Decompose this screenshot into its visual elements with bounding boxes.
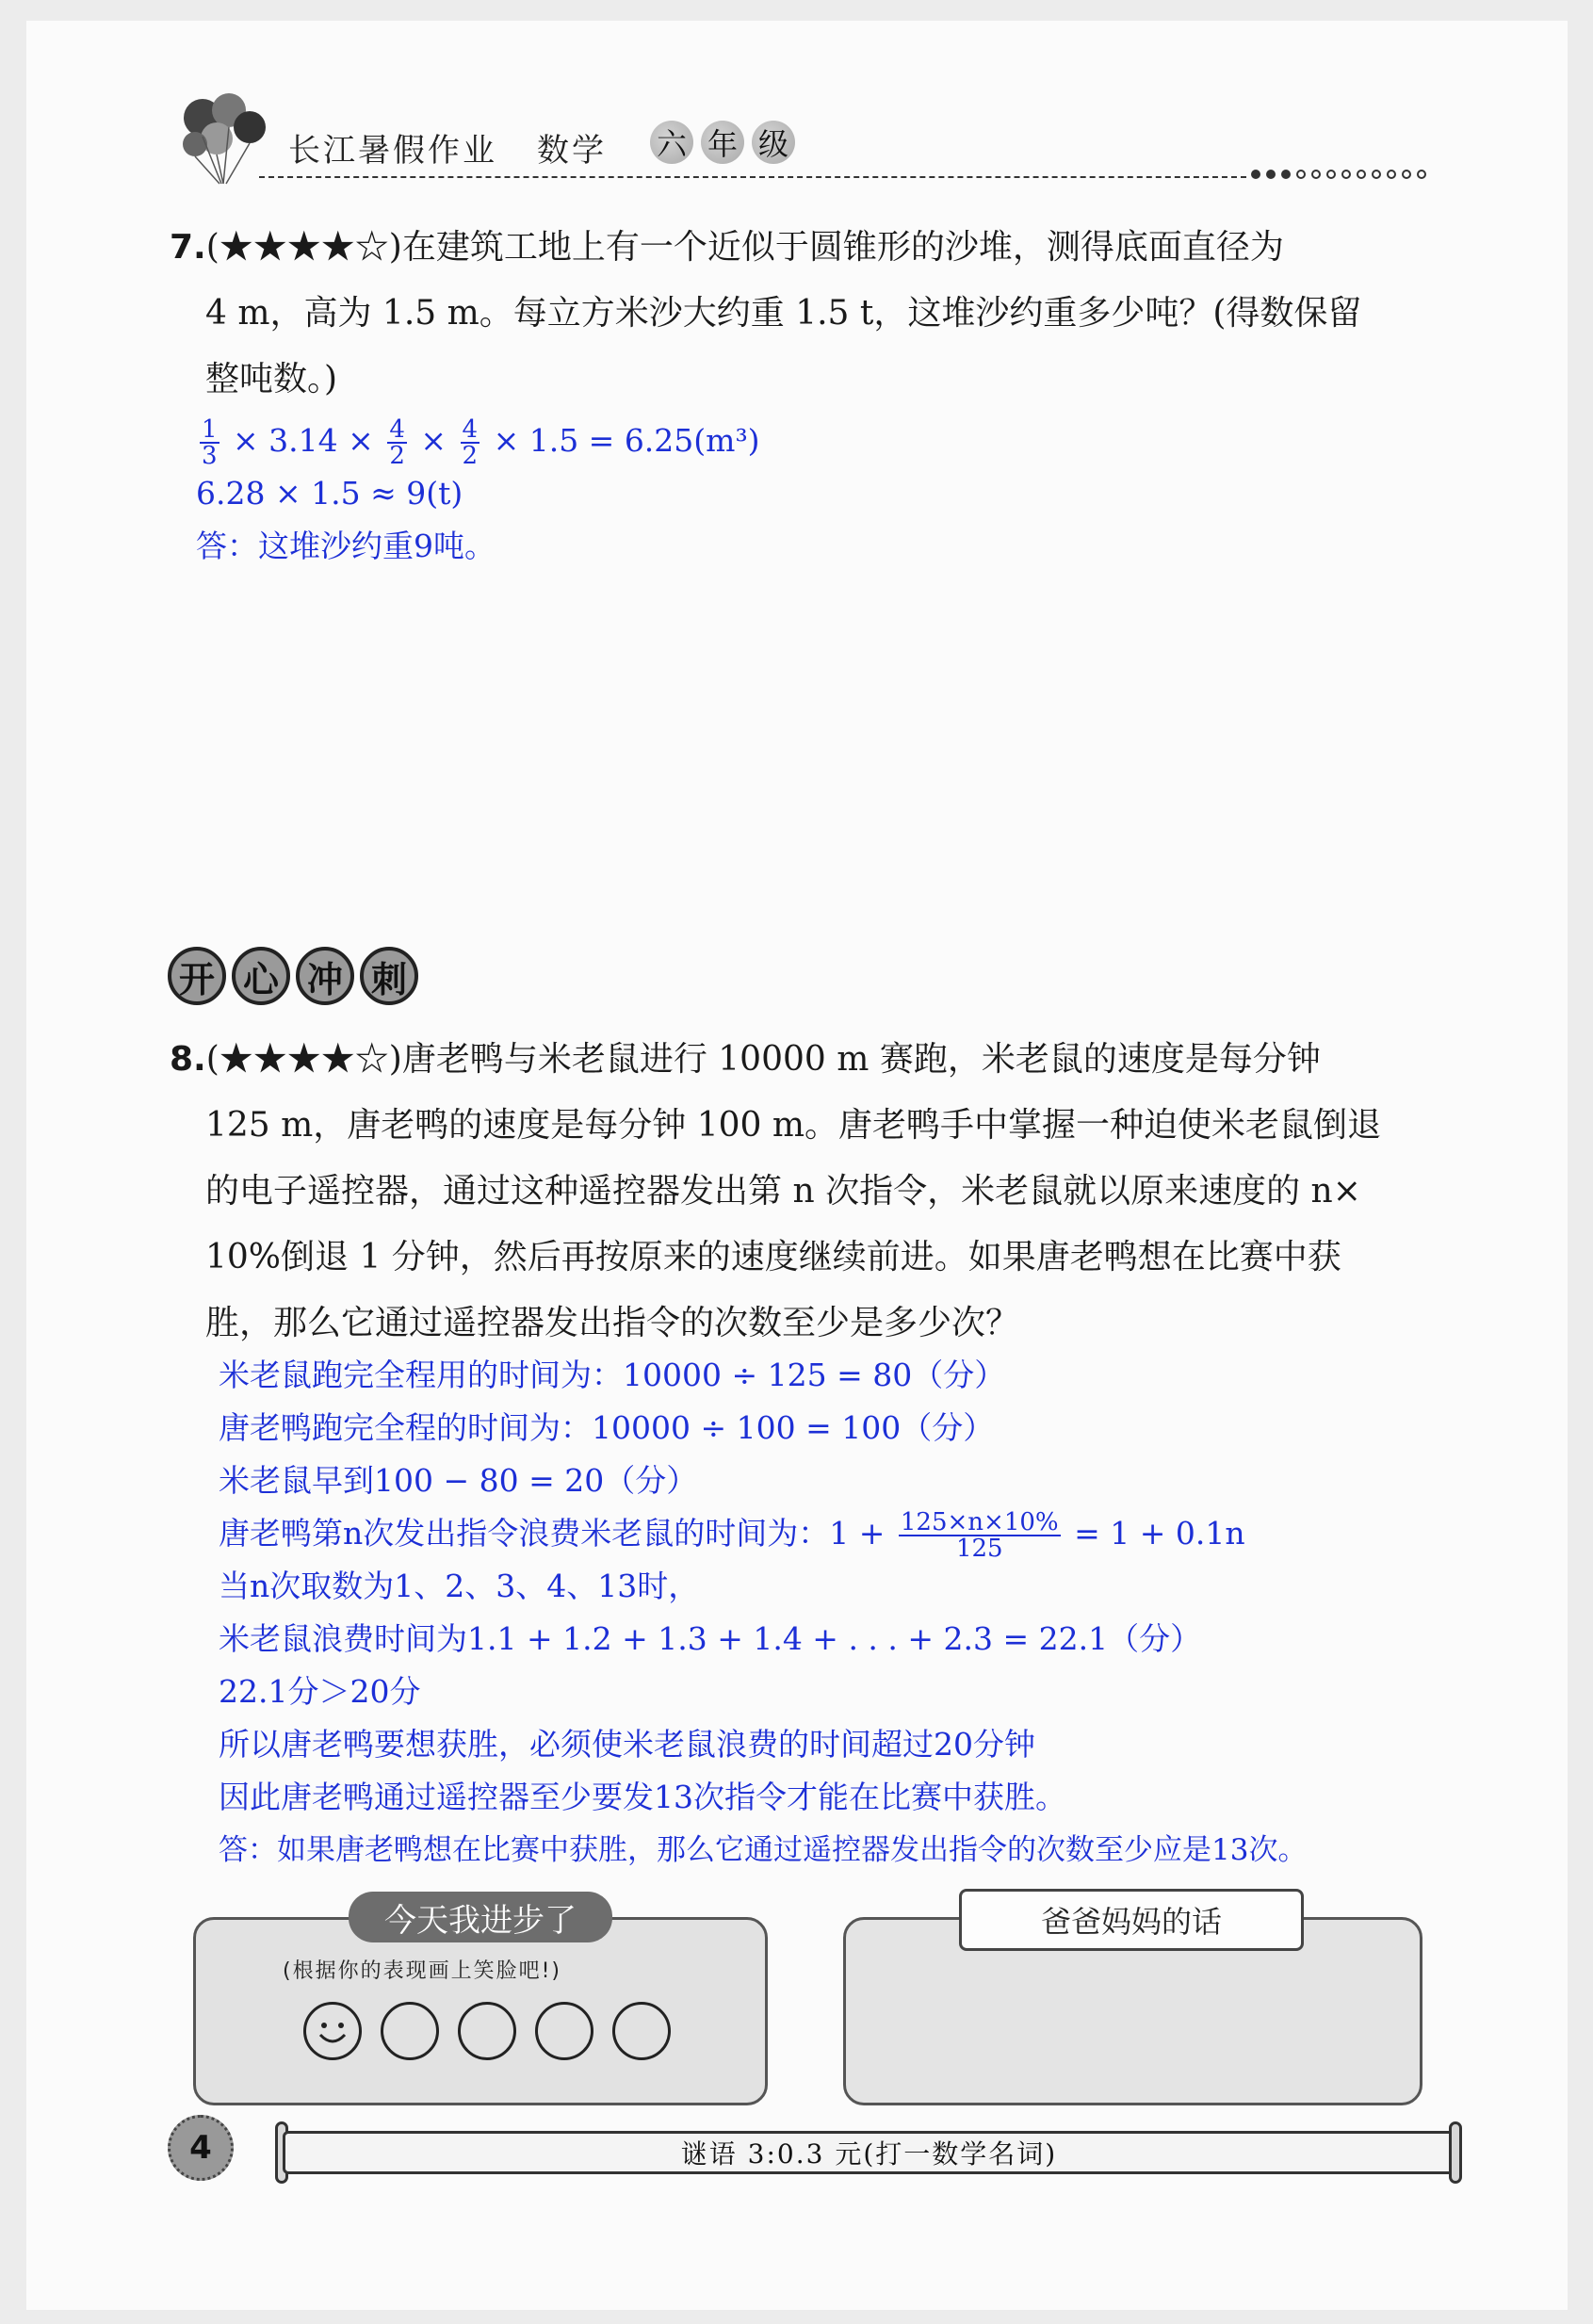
section-char: 刺 — [360, 947, 418, 1005]
fraction: $\frac{4}{2}$ — [389, 415, 405, 470]
answer-7 — [196, 414, 760, 573]
empty-face-circle[interactable] — [458, 2002, 516, 2060]
answer-line: 22.1分＞20分 — [219, 1673, 421, 1710]
answer-line: 所以唐老鸭要想获胜，必须使米老鼠浪费的时间超过20分钟 — [219, 1726, 1035, 1763]
question-text: 胜，那么它通过遥控器发出指令的次数至少是多少次？ — [205, 1304, 1020, 1342]
answer-line: 当n次取数为1、2、3、4、13时， — [219, 1568, 700, 1604]
answer-line: $\frac{1}{3}$ × 3.14 × $\frac{4}{2}$ × $\frac{4}{2}$ × 1.5 = 6.25(m³) — [202, 415, 760, 470]
fraction: $\frac{125\times n\times 10\%}{125}$ — [900, 1508, 1059, 1563]
difficulty-stars: (★★★★☆) — [205, 1040, 402, 1079]
answer-line: 因此唐老鸭通过遥控器至少要发13次指令才能在比赛中获胜。 — [219, 1779, 1066, 1815]
question-text: 4 m，高为 1.5 m。每立方米沙大约重 1.5 t，这堆沙约重多少吨？(得数保留 — [205, 294, 1362, 333]
smiley-face-icon[interactable] — [303, 2002, 362, 2060]
question-text: 10%倒退 1 分钟，然后再按原来的速度继续前进。如果唐老鸭想在比赛中获 — [205, 1238, 1341, 1276]
answer-line: 米老鼠浪费时间为1.1 + 1.2 + 1.3 + 1.4 + . . . + 2.3 = 22.1（分） — [219, 1620, 1202, 1657]
progress-box-title: 今天我进步了 — [349, 1892, 612, 1942]
header-dot — [1281, 170, 1291, 179]
answer-8 — [219, 1349, 1556, 1877]
page-number: 4 — [168, 2115, 234, 2181]
header-dot — [1341, 170, 1351, 179]
answer-line: 唐老鸭跑完全程的时间为：10000 ÷ 100 = 100（分） — [219, 1409, 995, 1446]
grade-char: 六 — [650, 121, 693, 164]
question-number: 8. — [170, 1040, 206, 1079]
answer-line: 唐老鸭第n次发出指令浪费米老鼠的时间为：1 + $\frac{125\times n\times 10\%}{125}$ = 1 + 0.1n — [219, 1508, 1245, 1563]
question-text: 整吨数。) — [205, 360, 338, 398]
section-char: 心 — [232, 947, 290, 1005]
question-8 — [170, 1027, 1470, 1357]
header-dots — [1251, 170, 1426, 179]
header-dot — [1326, 170, 1336, 179]
answer-line: 米老鼠早到100 − 80 = 20（分） — [219, 1462, 698, 1499]
answer-line: 答：这堆沙约重9吨。 — [196, 528, 496, 564]
section-char: 冲 — [296, 947, 354, 1005]
parents-box-title: 爸爸妈妈的话 — [959, 1889, 1304, 1951]
question-text: 唐老鸭与米老鼠进行 10000 m 赛跑，米老鼠的速度是每分钟 — [401, 1040, 1321, 1079]
header-dot — [1387, 170, 1396, 179]
header-dot — [1311, 170, 1321, 179]
answer-line: 答：如果唐老鸭想在比赛中获胜，那么它通过遥控器发出指令的次数至少应是13次。 — [219, 1833, 1308, 1867]
empty-face-circle[interactable] — [612, 2002, 671, 2060]
section-char: 开 — [168, 947, 226, 1005]
header-dot — [1296, 170, 1306, 179]
question-text: 125 m，唐老鸭的速度是每分钟 100 m。唐老鸭手中掌握一种迫使米老鼠倒退 — [205, 1106, 1382, 1145]
section-heading — [168, 947, 418, 1005]
grade-label — [650, 121, 795, 164]
grade-char: 年 — [701, 121, 744, 164]
question-text: 的电子遥控器，通过这种遥控器发出第 n 次指令，米老鼠就以原来速度的 n× — [205, 1172, 1361, 1211]
smiley-row[interactable] — [303, 2002, 671, 2060]
fraction: $\frac{1}{3}$ — [202, 415, 218, 470]
answer-line: 米老鼠跑完全程用的时间为：10000 ÷ 125 = 80（分） — [219, 1357, 1006, 1393]
question-number: 7. — [170, 228, 206, 267]
empty-face-circle[interactable] — [535, 2002, 593, 2060]
riddle-text: 谜语 3:0.3 元(打一数学名词) — [283, 2131, 1455, 2174]
grade-char: 级 — [752, 121, 795, 164]
fraction: $\frac{4}{2}$ — [462, 415, 479, 470]
header-dot — [1402, 170, 1411, 179]
progress-box-subtitle: (根据你的表现画上笑脸吧!) — [283, 1959, 561, 1983]
header-dot — [1266, 170, 1276, 179]
header-dot — [1417, 170, 1426, 179]
header-divider — [259, 176, 1246, 178]
question-text: 在建筑工地上有一个近似于圆锥形的沙堆，测得底面直径为 — [401, 228, 1284, 267]
book-title: 长江暑假作业 — [288, 132, 497, 170]
question-7 — [170, 215, 1470, 413]
header-dot — [1357, 170, 1366, 179]
header-dot — [1251, 170, 1260, 179]
header-dot — [1372, 170, 1381, 179]
subject-label: 数学 — [537, 132, 607, 170]
difficulty-stars: (★★★★☆) — [205, 228, 402, 267]
answer-line: 6.28 × 1.5 ≈ 9(t) — [196, 475, 463, 512]
empty-face-circle[interactable] — [381, 2002, 439, 2060]
scroll-cap-right — [1449, 2121, 1462, 2184]
